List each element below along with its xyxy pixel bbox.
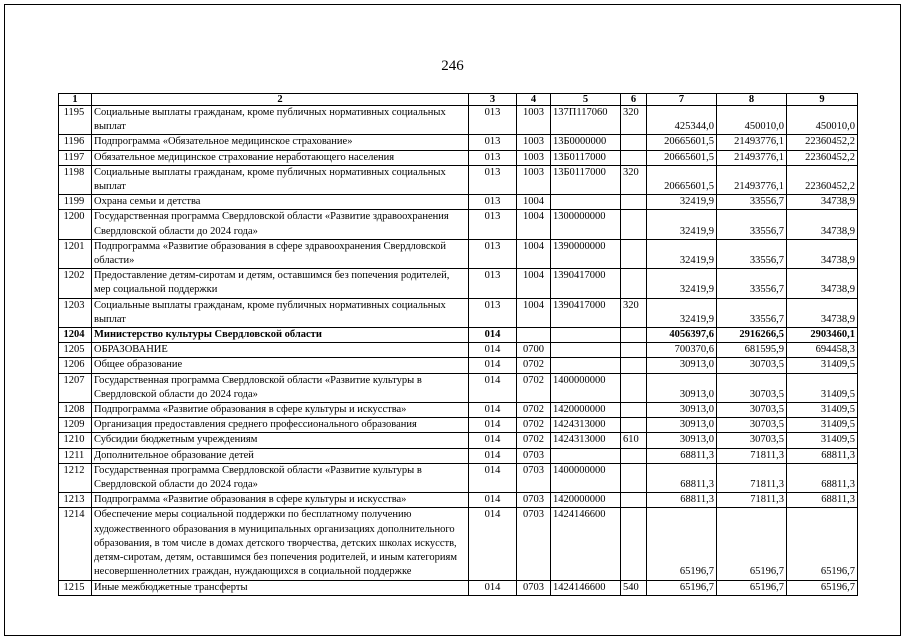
- section-code-cell: 0703: [517, 508, 551, 580]
- row-number-cell: 1205: [59, 343, 92, 358]
- amount-year1-cell: 4056397,6: [647, 328, 717, 343]
- target-article-cell: 1424146600: [551, 508, 621, 580]
- expense-type-cell: [621, 358, 647, 373]
- section-code-cell: [517, 328, 551, 343]
- row-number-cell: 1209: [59, 418, 92, 433]
- section-code-cell: 0703: [517, 493, 551, 508]
- expense-type-cell: 320: [621, 165, 647, 194]
- row-number-cell: 1212: [59, 463, 92, 492]
- section-code-cell: 1004: [517, 210, 551, 239]
- expense-type-cell: [621, 493, 647, 508]
- ministry-code-cell: 014: [469, 580, 517, 595]
- expense-type-cell: 610: [621, 433, 647, 448]
- description-cell: Охрана семьи и детства: [92, 195, 469, 210]
- header-cell: 7: [647, 94, 717, 106]
- target-article-cell: 1424146600: [551, 580, 621, 595]
- table-row: [59, 493, 858, 508]
- expense-type-cell: [621, 269, 647, 298]
- amount-year2-cell: 33556,7: [717, 298, 787, 327]
- ministry-code-cell: 014: [469, 328, 517, 343]
- target-article-cell: 13Б0000000: [551, 135, 621, 150]
- table-row: [59, 448, 858, 463]
- amount-year2-cell: 30703,5: [717, 403, 787, 418]
- expense-type-cell: [621, 195, 647, 210]
- row-number-cell: 1202: [59, 269, 92, 298]
- table-row: [59, 328, 858, 343]
- amount-year3-cell: 34738,9: [787, 269, 858, 298]
- ministry-code-cell: 013: [469, 106, 517, 135]
- ministry-code-cell: 014: [469, 343, 517, 358]
- ministry-code-cell: 014: [469, 433, 517, 448]
- section-code-cell: 0703: [517, 463, 551, 492]
- table-row: [59, 150, 858, 165]
- description-cell: Государственная программа Свердловской области «Развитие культуры в Свердловской области до 2024 года»: [92, 373, 469, 402]
- section-code-cell: 0700: [517, 343, 551, 358]
- target-article-cell: 1420000000: [551, 493, 621, 508]
- row-number-cell: 1214: [59, 508, 92, 580]
- amount-year2-cell: 30703,5: [717, 433, 787, 448]
- target-article-cell: [551, 358, 621, 373]
- amount-year3-cell: 31409,5: [787, 358, 858, 373]
- expense-type-cell: [621, 343, 647, 358]
- description-cell: Социальные выплаты гражданам, кроме публичных нормативных социальных выплат: [92, 106, 469, 135]
- row-number-cell: 1206: [59, 358, 92, 373]
- amount-year1-cell: 30913,0: [647, 433, 717, 448]
- expense-type-cell: [621, 463, 647, 492]
- header-cell: 9: [787, 94, 858, 106]
- table-row: [59, 463, 858, 492]
- header-cell: 8: [717, 94, 787, 106]
- row-number-cell: 1196: [59, 135, 92, 150]
- section-code-cell: 1003: [517, 150, 551, 165]
- table-row: [59, 298, 858, 327]
- target-article-cell: 1300000000: [551, 210, 621, 239]
- amount-year1-cell: 20665601,5: [647, 150, 717, 165]
- ministry-code-cell: 014: [469, 448, 517, 463]
- amount-year2-cell: 71811,3: [717, 463, 787, 492]
- row-number-cell: 1203: [59, 298, 92, 327]
- row-number-cell: 1215: [59, 580, 92, 595]
- amount-year3-cell: 31409,5: [787, 403, 858, 418]
- amount-year1-cell: 30913,0: [647, 358, 717, 373]
- row-number-cell: 1200: [59, 210, 92, 239]
- amount-year1-cell: 68811,3: [647, 448, 717, 463]
- amount-year3-cell: 450010,0: [787, 106, 858, 135]
- amount-year2-cell: 65196,7: [717, 580, 787, 595]
- amount-year1-cell: 20665601,5: [647, 165, 717, 194]
- table-row: [59, 106, 858, 135]
- amount-year3-cell: 68811,3: [787, 493, 858, 508]
- row-number-cell: 1204: [59, 328, 92, 343]
- target-article-cell: 1390417000: [551, 298, 621, 327]
- row-number-cell: 1213: [59, 493, 92, 508]
- target-article-cell: 1390417000: [551, 269, 621, 298]
- table-row: [59, 580, 858, 595]
- ministry-code-cell: 013: [469, 269, 517, 298]
- target-article-cell: [551, 343, 621, 358]
- ministry-code-cell: 014: [469, 463, 517, 492]
- amount-year1-cell: 68811,3: [647, 493, 717, 508]
- budget-table: [58, 93, 858, 596]
- section-code-cell: 0702: [517, 433, 551, 448]
- header-cell: 3: [469, 94, 517, 106]
- description-cell: Дополнительное образование детей: [92, 448, 469, 463]
- table-row: [59, 433, 858, 448]
- row-number-cell: 1198: [59, 165, 92, 194]
- expense-type-cell: [621, 135, 647, 150]
- amount-year1-cell: 30913,0: [647, 418, 717, 433]
- description-cell: Государственная программа Свердловской области «Развитие культуры в Свердловской области до 2024 года»: [92, 463, 469, 492]
- amount-year3-cell: 22360452,2: [787, 135, 858, 150]
- amount-year1-cell: 30913,0: [647, 403, 717, 418]
- amount-year3-cell: 31409,5: [787, 418, 858, 433]
- table-row: [59, 373, 858, 402]
- amount-year2-cell: 21493776,1: [717, 165, 787, 194]
- target-article-cell: [551, 448, 621, 463]
- amount-year1-cell: 68811,3: [647, 463, 717, 492]
- description-cell: Субсидии бюджетным учреждениям: [92, 433, 469, 448]
- amount-year3-cell: 34738,9: [787, 298, 858, 327]
- section-code-cell: 1004: [517, 269, 551, 298]
- expense-type-cell: [621, 210, 647, 239]
- target-article-cell: 1424313000: [551, 418, 621, 433]
- section-code-cell: 0702: [517, 358, 551, 373]
- expense-type-cell: [621, 448, 647, 463]
- section-code-cell: 1004: [517, 195, 551, 210]
- row-number-cell: 1199: [59, 195, 92, 210]
- amount-year2-cell: 33556,7: [717, 210, 787, 239]
- section-code-cell: 0702: [517, 418, 551, 433]
- amount-year1-cell: 32419,9: [647, 269, 717, 298]
- amount-year3-cell: 31409,5: [787, 373, 858, 402]
- target-article-cell: [551, 195, 621, 210]
- amount-year2-cell: 65196,7: [717, 508, 787, 580]
- target-article-cell: 1400000000: [551, 463, 621, 492]
- amount-year1-cell: 700370,6: [647, 343, 717, 358]
- description-cell: Организация предоставления среднего профессионального образования: [92, 418, 469, 433]
- amount-year2-cell: 30703,5: [717, 373, 787, 402]
- target-article-cell: 1420000000: [551, 403, 621, 418]
- section-code-cell: 1003: [517, 135, 551, 150]
- section-code-cell: 1004: [517, 298, 551, 327]
- row-number-cell: 1208: [59, 403, 92, 418]
- ministry-code-cell: 014: [469, 508, 517, 580]
- ministry-code-cell: 013: [469, 210, 517, 239]
- amount-year2-cell: 681595,9: [717, 343, 787, 358]
- ministry-code-cell: 013: [469, 298, 517, 327]
- ministry-code-cell: 014: [469, 418, 517, 433]
- amount-year3-cell: 22360452,2: [787, 150, 858, 165]
- description-cell: Министерство культуры Свердловской области: [92, 328, 469, 343]
- row-number-cell: 1211: [59, 448, 92, 463]
- amount-year2-cell: 450010,0: [717, 106, 787, 135]
- description-cell: Подпрограмма «Обязательное медицинское страхование»: [92, 135, 469, 150]
- table-row: [59, 508, 858, 580]
- expense-type-cell: [621, 373, 647, 402]
- amount-year1-cell: 20665601,5: [647, 135, 717, 150]
- amount-year1-cell: 30913,0: [647, 373, 717, 402]
- amount-year3-cell: 2903460,1: [787, 328, 858, 343]
- description-cell: Обеспечение меры социальной поддержки по бесплатному получению художественного образования в муниципальных организациях дополнительного образования, в том числе в домах детского творчества, детских школах искусств, детям-сиротам, детям, оставшимся без попечения родителей, и иным категориям несовершеннолетних граждан, нуждающихся в социальной поддержке: [92, 508, 469, 580]
- target-article-cell: 137П117060: [551, 106, 621, 135]
- ministry-code-cell: 014: [469, 493, 517, 508]
- row-number-cell: 1195: [59, 106, 92, 135]
- amount-year3-cell: 34738,9: [787, 239, 858, 268]
- amount-year3-cell: 694458,3: [787, 343, 858, 358]
- amount-year2-cell: 71811,3: [717, 493, 787, 508]
- section-code-cell: 1003: [517, 106, 551, 135]
- amount-year2-cell: 30703,5: [717, 418, 787, 433]
- header-row: [59, 94, 858, 106]
- target-article-cell: 1390000000: [551, 239, 621, 268]
- table-row: [59, 403, 858, 418]
- amount-year2-cell: 30703,5: [717, 358, 787, 373]
- description-cell: Обязательное медицинское страхование неработающего населения: [92, 150, 469, 165]
- amount-year3-cell: 68811,3: [787, 463, 858, 492]
- amount-year3-cell: 65196,7: [787, 508, 858, 580]
- table-row: [59, 135, 858, 150]
- ministry-code-cell: 013: [469, 150, 517, 165]
- section-code-cell: 1003: [517, 165, 551, 194]
- target-article-cell: 13Б0117000: [551, 150, 621, 165]
- amount-year3-cell: 34738,9: [787, 210, 858, 239]
- description-cell: Государственная программа Свердловской области «Развитие здравоохранения Свердловской области до 2024 года»: [92, 210, 469, 239]
- expense-type-cell: [621, 508, 647, 580]
- ministry-code-cell: 013: [469, 239, 517, 268]
- amount-year1-cell: 425344,0: [647, 106, 717, 135]
- amount-year1-cell: 65196,7: [647, 508, 717, 580]
- description-cell: ОБРАЗОВАНИЕ: [92, 343, 469, 358]
- table-row: [59, 239, 858, 268]
- amount-year2-cell: 2916266,5: [717, 328, 787, 343]
- expense-type-cell: [621, 150, 647, 165]
- section-code-cell: 0702: [517, 403, 551, 418]
- section-code-cell: 0703: [517, 448, 551, 463]
- description-cell: Общее образование: [92, 358, 469, 373]
- header-cell: 1: [59, 94, 92, 106]
- table-row: [59, 165, 858, 194]
- amount-year2-cell: 33556,7: [717, 195, 787, 210]
- table-row: [59, 343, 858, 358]
- description-cell: Иные межбюджетные трансферты: [92, 580, 469, 595]
- amount-year2-cell: 21493776,1: [717, 135, 787, 150]
- section-code-cell: 1004: [517, 239, 551, 268]
- amount-year1-cell: 32419,9: [647, 239, 717, 268]
- amount-year1-cell: 65196,7: [647, 580, 717, 595]
- section-code-cell: 0702: [517, 373, 551, 402]
- expense-type-cell: [621, 239, 647, 268]
- amount-year1-cell: 32419,9: [647, 195, 717, 210]
- expense-type-cell: 320: [621, 106, 647, 135]
- description-cell: Социальные выплаты гражданам, кроме публичных нормативных социальных выплат: [92, 298, 469, 327]
- description-cell: Подпрограмма «Развитие образования в сфере культуры и искусства»: [92, 403, 469, 418]
- amount-year2-cell: 33556,7: [717, 269, 787, 298]
- header-cell: 2: [92, 94, 469, 106]
- amount-year2-cell: 71811,3: [717, 448, 787, 463]
- target-article-cell: 13Б0117000: [551, 165, 621, 194]
- table-row: [59, 269, 858, 298]
- amount-year1-cell: 32419,9: [647, 210, 717, 239]
- page-number: 246: [441, 58, 464, 74]
- table-row: [59, 418, 858, 433]
- amount-year3-cell: 22360452,2: [787, 165, 858, 194]
- expense-type-cell: [621, 418, 647, 433]
- expense-type-cell: 540: [621, 580, 647, 595]
- section-code-cell: 0703: [517, 580, 551, 595]
- amount-year3-cell: 31409,5: [787, 433, 858, 448]
- expense-type-cell: [621, 328, 647, 343]
- amount-year3-cell: 68811,3: [787, 448, 858, 463]
- row-number-cell: 1210: [59, 433, 92, 448]
- row-number-cell: 1207: [59, 373, 92, 402]
- row-number-cell: 1197: [59, 150, 92, 165]
- target-article-cell: 1400000000: [551, 373, 621, 402]
- ministry-code-cell: 014: [469, 403, 517, 418]
- table-row: [59, 195, 858, 210]
- amount-year3-cell: 34738,9: [787, 195, 858, 210]
- expense-type-cell: [621, 403, 647, 418]
- ministry-code-cell: 014: [469, 373, 517, 402]
- description-cell: Социальные выплаты гражданам, кроме публичных нормативных социальных выплат: [92, 165, 469, 194]
- target-article-cell: 1424313000: [551, 433, 621, 448]
- ministry-code-cell: 013: [469, 165, 517, 194]
- header-cell: 4: [517, 94, 551, 106]
- table-row: [59, 358, 858, 373]
- amount-year2-cell: 21493776,1: [717, 150, 787, 165]
- target-article-cell: [551, 328, 621, 343]
- amount-year2-cell: 33556,7: [717, 239, 787, 268]
- description-cell: Предоставление детям-сиротам и детям, оставшимся без попечения родителей, мер социальной поддержки: [92, 269, 469, 298]
- header-cell: 6: [621, 94, 647, 106]
- table-row: [59, 210, 858, 239]
- expense-type-cell: 320: [621, 298, 647, 327]
- description-cell: Подпрограмма «Развитие образования в сфере здравоохранения Свердловской области»: [92, 239, 469, 268]
- amount-year3-cell: 65196,7: [787, 580, 858, 595]
- description-cell: Подпрограмма «Развитие образования в сфере культуры и искусства»: [92, 493, 469, 508]
- amount-year1-cell: 32419,9: [647, 298, 717, 327]
- row-number-cell: 1201: [59, 239, 92, 268]
- ministry-code-cell: 013: [469, 135, 517, 150]
- ministry-code-cell: 013: [469, 195, 517, 210]
- ministry-code-cell: 014: [469, 358, 517, 373]
- header-cell: 5: [551, 94, 621, 106]
